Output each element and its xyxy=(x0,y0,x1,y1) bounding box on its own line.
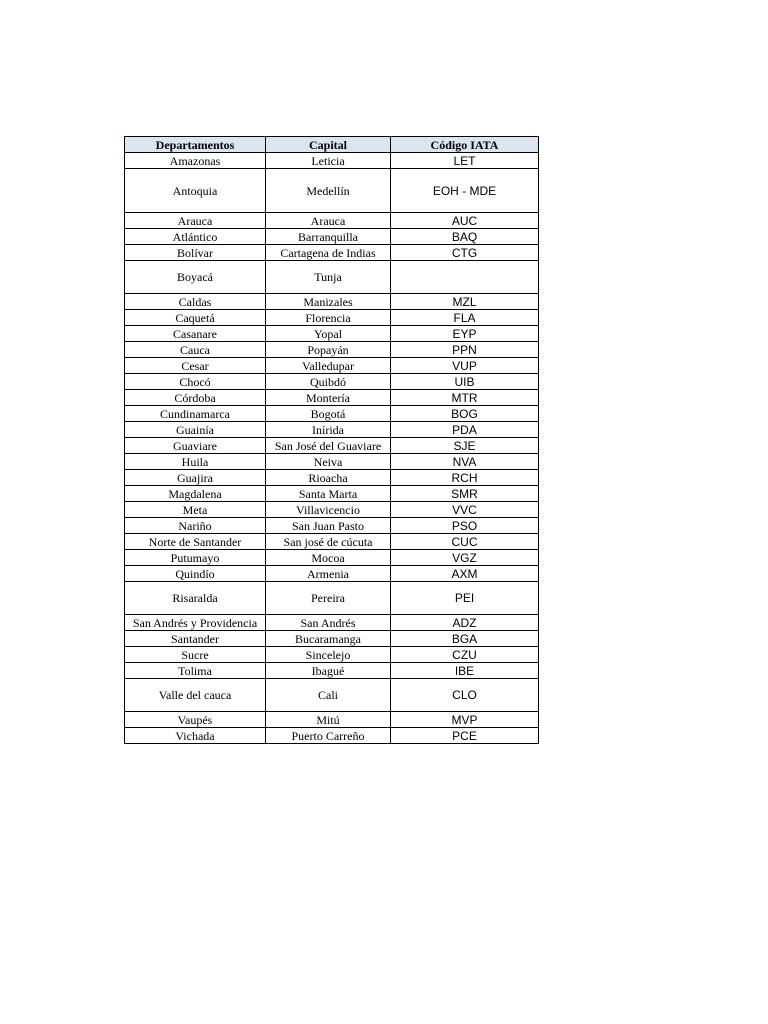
cell-codigo-iata: CZU xyxy=(391,647,539,663)
cell-codigo-iata: VVC xyxy=(391,502,539,518)
cell-codigo-iata: BGA xyxy=(391,631,539,647)
table-row xyxy=(125,550,539,566)
table-row xyxy=(125,153,539,169)
cell-capital: Bogotá xyxy=(266,406,391,422)
cell-capital: Mocoa xyxy=(266,550,391,566)
cell-departamento: Guaviare xyxy=(125,438,266,454)
cell-departamento: Vaupés xyxy=(125,712,266,728)
cell-codigo-iata: VUP xyxy=(391,358,539,374)
cell-departamento: Boyacá xyxy=(125,261,266,294)
cell-codigo-iata: LET xyxy=(391,153,539,169)
cell-departamento: San Andrés y Providencia xyxy=(125,615,266,631)
cell-capital: Florencia xyxy=(266,310,391,326)
table-row xyxy=(125,502,539,518)
cell-capital: Cartagena de Indias xyxy=(266,245,391,261)
cell-departamento: Bolívar xyxy=(125,245,266,261)
table-row xyxy=(125,294,539,310)
table-row xyxy=(125,229,539,245)
departments-table xyxy=(124,136,539,744)
cell-departamento: Casanare xyxy=(125,326,266,342)
cell-capital: Barranquilla xyxy=(266,229,391,245)
cell-codigo-iata: IBE xyxy=(391,663,539,679)
cell-capital: Leticia xyxy=(266,153,391,169)
cell-capital: Valledupar xyxy=(266,358,391,374)
cell-codigo-iata: CLO xyxy=(391,679,539,712)
cell-departamento: Cundinamarca xyxy=(125,406,266,422)
cell-capital: Neiva xyxy=(266,454,391,470)
cell-codigo-iata: VGZ xyxy=(391,550,539,566)
cell-departamento: Sucre xyxy=(125,647,266,663)
header-capital: Capital xyxy=(266,137,391,153)
cell-capital: San Andrés xyxy=(266,615,391,631)
cell-departamento: Caldas xyxy=(125,294,266,310)
cell-capital: Inírida xyxy=(266,422,391,438)
cell-codigo-iata: PPN xyxy=(391,342,539,358)
cell-capital: Bucaramanga xyxy=(266,631,391,647)
cell-codigo-iata: BOG xyxy=(391,406,539,422)
table-row xyxy=(125,213,539,229)
cell-departamento: Valle del cauca xyxy=(125,679,266,712)
cell-departamento: Vichada xyxy=(125,728,266,744)
cell-departamento: Caquetá xyxy=(125,310,266,326)
cell-departamento: Cauca xyxy=(125,342,266,358)
cell-codigo-iata: UIB xyxy=(391,374,539,390)
cell-codigo-iata: CUC xyxy=(391,534,539,550)
table-row xyxy=(125,728,539,744)
cell-codigo-iata: PDA xyxy=(391,422,539,438)
cell-capital: Quibdó xyxy=(266,374,391,390)
table-row xyxy=(125,486,539,502)
cell-departamento: Cesar xyxy=(125,358,266,374)
cell-capital: Santa Marta xyxy=(266,486,391,502)
table-row xyxy=(125,631,539,647)
table-row xyxy=(125,534,539,550)
cell-capital: Cali xyxy=(266,679,391,712)
cell-codigo-iata: MZL xyxy=(391,294,539,310)
table-body xyxy=(125,153,539,744)
cell-departamento: Huila xyxy=(125,454,266,470)
cell-departamento: Santander xyxy=(125,631,266,647)
cell-departamento: Amazonas xyxy=(125,153,266,169)
cell-departamento: Quindío xyxy=(125,566,266,582)
table-row xyxy=(125,647,539,663)
cell-codigo-iata: SMR xyxy=(391,486,539,502)
table-row xyxy=(125,261,539,294)
cell-departamento: Meta xyxy=(125,502,266,518)
cell-codigo-iata: AUC xyxy=(391,213,539,229)
cell-capital: Villavicencio xyxy=(266,502,391,518)
cell-capital: Tunja xyxy=(266,261,391,294)
table-row xyxy=(125,358,539,374)
cell-capital: Yopal xyxy=(266,326,391,342)
cell-departamento: Risaralda xyxy=(125,582,266,615)
cell-departamento: Tolima xyxy=(125,663,266,679)
header-codigo-iata: Código IATA xyxy=(391,137,539,153)
table-row xyxy=(125,712,539,728)
cell-capital: Sincelejo xyxy=(266,647,391,663)
table-row xyxy=(125,374,539,390)
table-row xyxy=(125,342,539,358)
cell-capital: Popayán xyxy=(266,342,391,358)
cell-codigo-iata: EOH - MDE xyxy=(391,169,539,213)
cell-capital: San josé de cúcuta xyxy=(266,534,391,550)
cell-departamento: Nariño xyxy=(125,518,266,534)
table-row xyxy=(125,169,539,213)
cell-capital: Rioacha xyxy=(266,470,391,486)
cell-departamento: Putumayo xyxy=(125,550,266,566)
cell-codigo-iata: FLA xyxy=(391,310,539,326)
cell-departamento: Norte de Santander xyxy=(125,534,266,550)
table-row xyxy=(125,454,539,470)
cell-departamento: Guainía xyxy=(125,422,266,438)
cell-capital: Arauca xyxy=(266,213,391,229)
table-row xyxy=(125,470,539,486)
cell-departamento: Antoquia xyxy=(125,169,266,213)
header-departamentos: Departamentos xyxy=(125,137,266,153)
cell-codigo-iata: EYP xyxy=(391,326,539,342)
table-row xyxy=(125,406,539,422)
cell-codigo-iata xyxy=(391,261,539,294)
cell-capital: Puerto Carreño xyxy=(266,728,391,744)
table-row xyxy=(125,245,539,261)
table-row xyxy=(125,422,539,438)
cell-capital: San Juan Pasto xyxy=(266,518,391,534)
cell-departamento: Arauca xyxy=(125,213,266,229)
cell-departamento: Córdoba xyxy=(125,390,266,406)
cell-capital: Ibagué xyxy=(266,663,391,679)
cell-capital: Mitú xyxy=(266,712,391,728)
cell-codigo-iata: RCH xyxy=(391,470,539,486)
cell-capital: Pereira xyxy=(266,582,391,615)
table-row xyxy=(125,663,539,679)
cell-codigo-iata: MVP xyxy=(391,712,539,728)
cell-codigo-iata: ADZ xyxy=(391,615,539,631)
table-row xyxy=(125,310,539,326)
table-row xyxy=(125,390,539,406)
cell-codigo-iata: PSO xyxy=(391,518,539,534)
cell-codigo-iata: PCE xyxy=(391,728,539,744)
cell-capital: Armenia xyxy=(266,566,391,582)
cell-codigo-iata: NVA xyxy=(391,454,539,470)
table-row xyxy=(125,326,539,342)
table-row xyxy=(125,582,539,615)
cell-codigo-iata: SJE xyxy=(391,438,539,454)
cell-codigo-iata: MTR xyxy=(391,390,539,406)
table-header-row xyxy=(125,137,539,153)
cell-departamento: Atlántico xyxy=(125,229,266,245)
table-row xyxy=(125,566,539,582)
table-row xyxy=(125,438,539,454)
cell-departamento: Chocó xyxy=(125,374,266,390)
cell-codigo-iata: BAQ xyxy=(391,229,539,245)
table-row xyxy=(125,518,539,534)
cell-codigo-iata: CTG xyxy=(391,245,539,261)
table-row xyxy=(125,615,539,631)
cell-capital: San José del Guaviare xyxy=(266,438,391,454)
cell-capital: Montería xyxy=(266,390,391,406)
document-page-table xyxy=(124,136,538,744)
cell-codigo-iata: PEI xyxy=(391,582,539,615)
cell-capital: Manizales xyxy=(266,294,391,310)
cell-departamento: Magdalena xyxy=(125,486,266,502)
cell-capital: Medellín xyxy=(266,169,391,213)
cell-departamento: Guajira xyxy=(125,470,266,486)
cell-codigo-iata: AXM xyxy=(391,566,539,582)
table-row xyxy=(125,679,539,712)
